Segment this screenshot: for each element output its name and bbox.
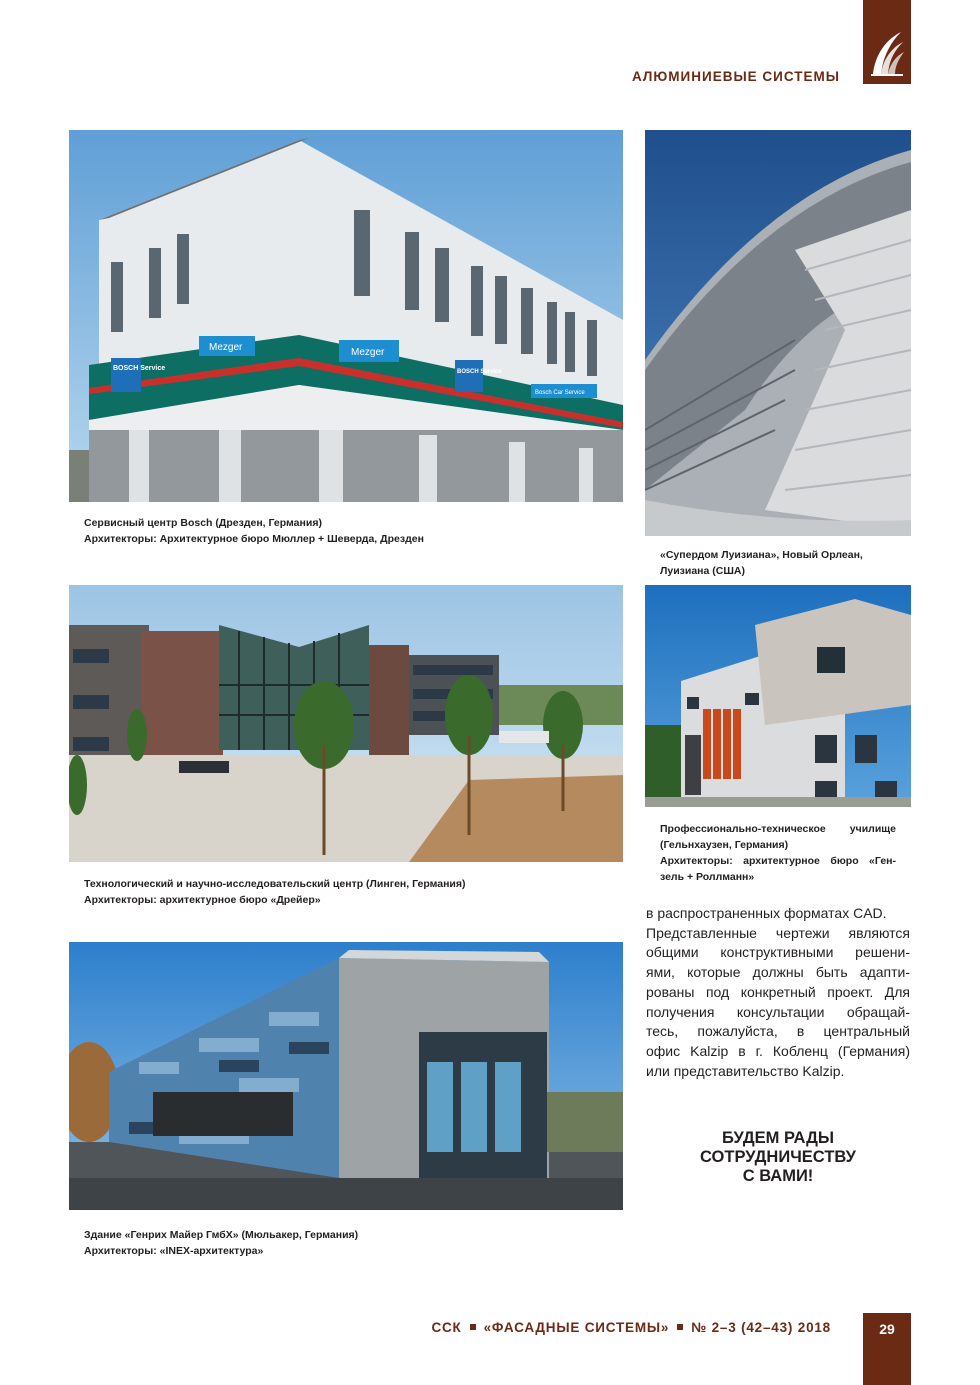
closing-line: С ВАМИ! — [742, 1167, 814, 1185]
caption-line: Сервисный центр Bosch (Дрезден, Германия) — [84, 517, 322, 529]
caption-line: Архитекторы: архитектурное бюро «Ген- — [660, 855, 896, 867]
separator-square-icon — [677, 1324, 683, 1330]
body-line: общими конструктивными решени- — [646, 944, 910, 961]
page-number: 29 — [879, 1321, 895, 1337]
caption-heinrich-mayer — [84, 1227, 358, 1259]
closing-line: БУДЕМ РАДЫ — [722, 1129, 834, 1147]
footer-issue: № 2–3 (42–43) 2018 — [691, 1320, 831, 1335]
photo-bosch-service-center — [69, 130, 623, 502]
caption-line: Архитекторы: архитектурное бюро «Дрейер» — [84, 894, 321, 906]
caption-bosch — [84, 515, 424, 547]
page-number-box — [863, 1313, 911, 1385]
body-line: тесь, пожалуйста, в центральный — [646, 1023, 910, 1040]
footer-publisher: ССК — [431, 1320, 462, 1335]
caption-line: Луизиана (США) — [660, 565, 745, 577]
footer-magazine: «ФАСАДНЫЕ СИСТЕМЫ» — [483, 1320, 670, 1335]
body-line: рованы под конкретный проект. Для — [646, 983, 910, 1000]
sign-mezger-2: Mezger — [351, 347, 385, 358]
sign-mezger-1: Mezger — [209, 342, 243, 353]
caption-line: Архитекторы: «INEX-архитектура» — [84, 1245, 264, 1257]
photo-lingen-tech-center — [69, 585, 623, 862]
section-title: АЛЮМИНИЕВЫЕ СИСТЕМЫ — [631, 69, 840, 84]
caption-superdome — [660, 547, 863, 579]
sign-bosch-2: BOSCH Service — [457, 369, 502, 375]
article-body-text — [646, 904, 910, 1081]
closing-line: СОТРУДНИЧЕСТВУ — [700, 1148, 856, 1166]
closing-slogan — [646, 1129, 910, 1186]
caption-line: Технологический и научно-исследовательский центр (Линген, Германия) — [84, 878, 466, 890]
caption-lingen — [84, 876, 466, 908]
caption-line: Архитекторы: Архитектурное бюро Мюллер + Шеверда, Дрезден — [84, 533, 424, 545]
photo-vocational-school — [645, 585, 911, 807]
body-line: Представленные чертежи являются — [646, 924, 910, 941]
body-line: или представительство Kalzip. — [646, 1062, 845, 1079]
body-line: получения консультации обращай- — [646, 1003, 910, 1020]
body-line: ями, которые должны быть адапти- — [646, 964, 910, 981]
body-line: в распространенных форматах CAD. — [646, 905, 887, 921]
caption-line: Профессионально-техническое училище — [660, 823, 896, 835]
photo-heinrich-mayer-building — [69, 942, 623, 1210]
caption-line: зель + Роллманн» — [660, 871, 755, 883]
brand-swoosh-icon — [869, 30, 905, 78]
caption-line: Здание «Генрих Майер ГмбХ» (Мюльакер, Германия) — [84, 1229, 359, 1241]
sign-bosch-car-service: Bosch Car Service — [535, 390, 585, 396]
body-line: офис Kalzip в г. Кобленц (Германия) — [646, 1042, 910, 1059]
photo-superdome — [645, 130, 911, 536]
caption-vocational-school — [660, 821, 896, 885]
caption-line: (Гельнхаузен, Германия) — [660, 839, 789, 851]
brand-bar — [863, 0, 911, 84]
separator-square-icon — [470, 1324, 476, 1330]
footer-publication — [431, 1320, 831, 1335]
sign-bosch-1: BOSCH Service — [113, 365, 166, 372]
caption-line: «Супердом Луизиана», Новый Орлеан, — [660, 549, 863, 561]
